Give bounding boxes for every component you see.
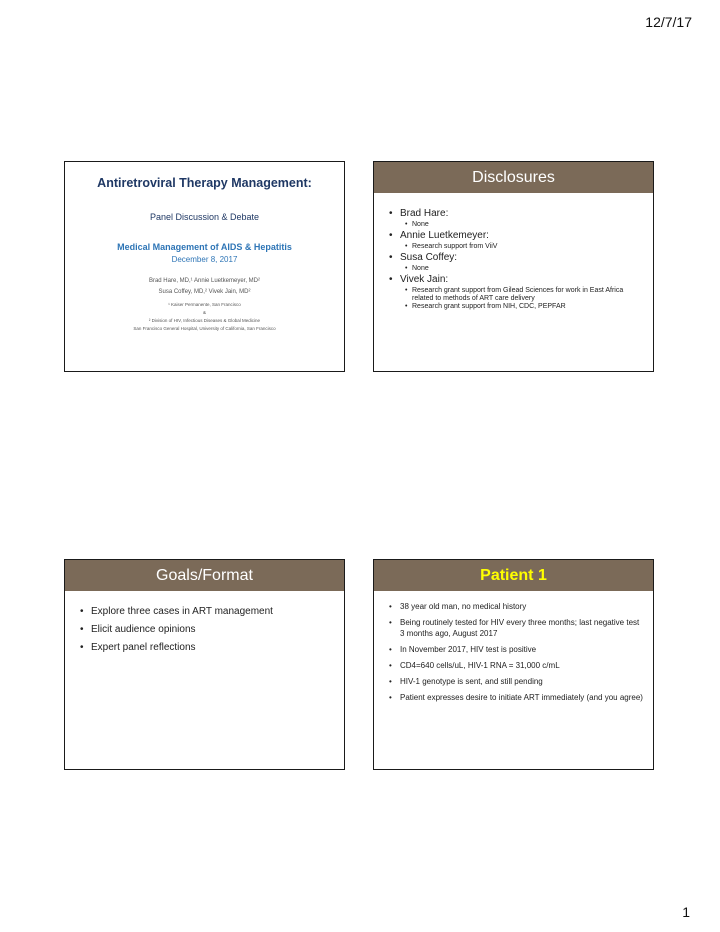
goal-item: • Expert panel reflections [77, 641, 336, 654]
page-date: 12/7/17 [645, 14, 692, 30]
goal-item: • Explore three cases in ART management [77, 605, 336, 618]
slide-disclosures [373, 161, 654, 372]
disclosure-name: Vivek Jain: [400, 274, 449, 285]
conference-name: Medical Management of AIDS & Hepatitis [117, 242, 292, 252]
affiliation-2a: ² Division of HIV, Infectious Diseases & Global Medicine [148, 318, 261, 323]
goal-item: • Elicit audience opinions [77, 623, 336, 636]
slide-goals-format [64, 559, 345, 770]
title-slide-body [65, 176, 344, 333]
disclosure-list [374, 193, 653, 311]
slide-title [64, 161, 345, 372]
page-number: 1 [682, 904, 690, 920]
patient-history-list [374, 591, 653, 703]
goals-list [65, 591, 344, 654]
affiliation-2b: San Francisco General Hospital, University of California, San Francisco [133, 326, 276, 331]
disclosure-name: Brad Hare: [400, 208, 449, 219]
slide-patient-1 [373, 559, 654, 770]
slide-header [374, 162, 653, 193]
presentation-subtitle: Panel Discussion & Debate [149, 212, 260, 222]
slide-title-disclosures: Disclosures [472, 168, 555, 186]
disclosure-item [386, 230, 645, 251]
slide-header [374, 560, 653, 591]
presentation-title: Antiretroviral Therapy Management: [97, 176, 312, 190]
disclosure-detail: • None [400, 265, 645, 273]
patient-fact: • Being routinely tested for HIV every three months; last negative test 3 months ago, August 2017 [386, 617, 643, 639]
patient-fact: • HIV-1 genotype is sent, and still pending [386, 676, 643, 687]
disclosure-detail: • Research grant support from NIH, CDC, PEPFAR [400, 303, 645, 311]
affiliation-1: ¹ Kaiser Permanente, San Francisco [168, 302, 241, 307]
disclosure-detail: • Research grant support from Gilead Sciences for work in East Africa related to methods of ART care delivery [400, 287, 645, 303]
disclosure-item [386, 252, 645, 273]
authors-line-1: Brad Hare, MD,¹ Annie Luetkemeyer, MD² [148, 278, 261, 284]
disclosure-name: Susa Coffey: [400, 252, 458, 263]
patient-fact: • In November 2017, HIV test is positive [386, 644, 643, 655]
disclosure-detail: • None [400, 221, 645, 229]
disclosure-name: Annie Luetkemeyer: [400, 230, 489, 241]
patient-fact: • Patient expresses desire to initiate ART immediately (and you agree) [386, 692, 643, 703]
patient-fact: • CD4=640 cells/uL, HIV-1 RNA = 31,000 c/mL [386, 660, 643, 671]
authors [65, 276, 344, 298]
slide-title-patient: Patient 1 [480, 566, 547, 584]
disclosure-detail: • Research support from ViiV [400, 243, 645, 251]
affiliation-ampersand: & [202, 310, 206, 315]
slide-title-goals: Goals/Format [156, 566, 253, 584]
disclosure-item [386, 274, 645, 311]
disclosure-item [386, 208, 645, 229]
patient-fact: • 38 year old man, no medical history [386, 601, 643, 612]
authors-line-2: Susa Coffey, MD,² Vivek Jain, MD² [158, 289, 251, 295]
slide-header [65, 560, 344, 591]
presentation-date: December 8, 2017 [171, 255, 238, 264]
